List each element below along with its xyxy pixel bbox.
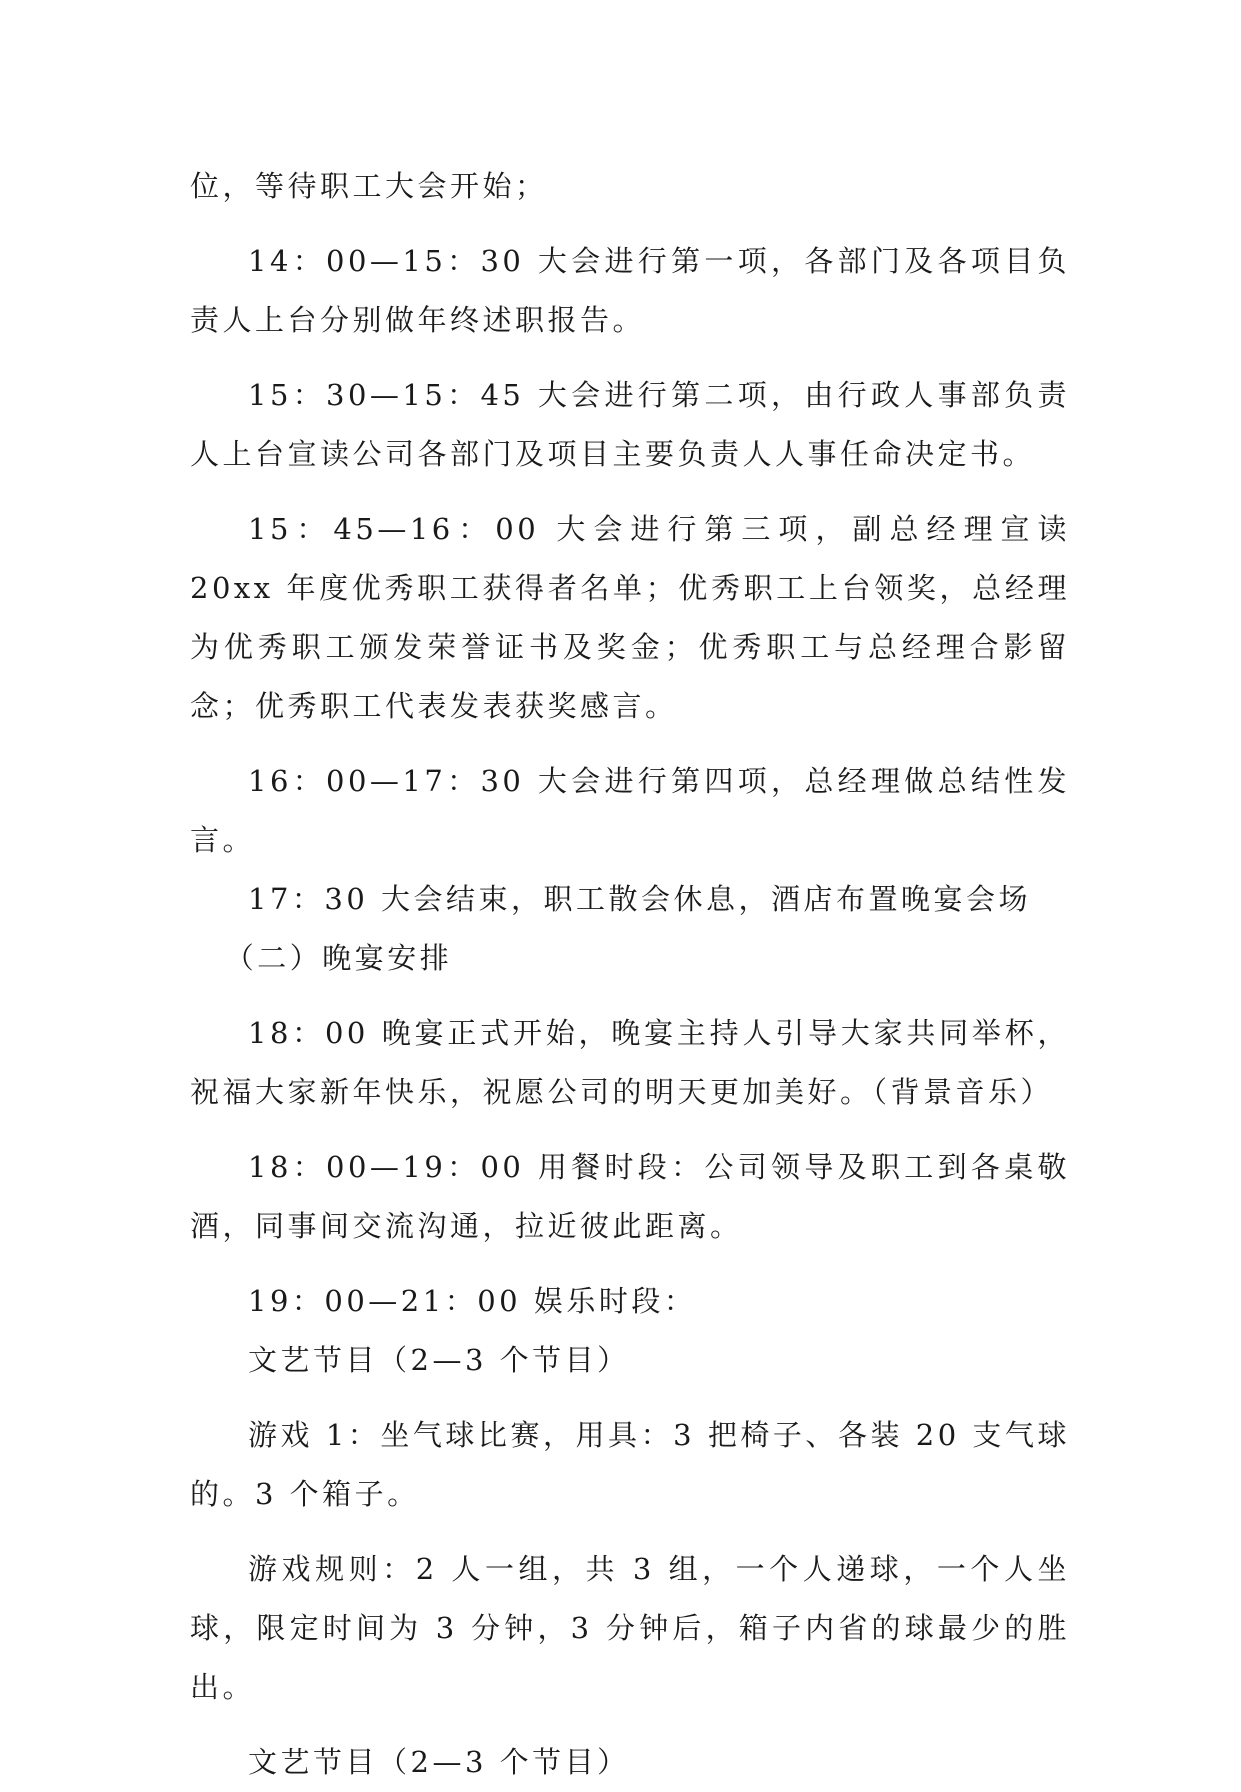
paragraph-agenda-item-2: 15：30—15：45 大会进行第二项，由行政人事部负责人上台宣读公司各部门及项目主要负责人人事任命决定书。 (190, 378, 1070, 471)
paragraph-performances-2: 文艺节目（2—3 个节目） (248, 1745, 630, 1779)
paragraph-entertainment-period: 19：00—21：00 娱乐时段： (248, 1284, 697, 1318)
paragraph-meeting-end: 17：30 大会结束，职工散会休息，酒店布置晚宴会场 (248, 882, 1032, 916)
paragraph-dining-period: 18：00—19：00 用餐时段：公司领导及职工到各桌敬酒，同事间交流沟通，拉近彼此距离。 (190, 1150, 1070, 1243)
document-body (190, 157, 1070, 1792)
section-heading-banquet: （二）晚宴安排 (224, 941, 453, 975)
paragraph-agenda-item-1: 14：00—15：30 大会进行第一项，各部门及各项目负责人上台分别做年终述职报告。 (190, 244, 1070, 337)
paragraph-continuation: 位，等待职工大会开始； (190, 169, 548, 203)
paragraph-game-rules: 游戏规则：2 人一组，共 3 组，一个人递球，一个人坐球，限定时间为 3 分钟，3 分钟后，箱子内省的球最少的胜出。 (190, 1552, 1070, 1704)
paragraph-agenda-item-3: 15：45—16：00 大会进行第三项，副总经理宣读 20xx 年度优秀职工获得者名单；优秀职工上台领奖，总经理为优秀职工颁发荣誉证书及奖金；优秀职工与总经理合影留念；优秀职工代表发表获奖感言。 (190, 512, 1070, 723)
paragraph-agenda-item-4: 16：00—17：30 大会进行第四项，总经理做总结性发言。 (190, 764, 1070, 857)
paragraph-performances-1: 文艺节目（2—3 个节目） (248, 1343, 630, 1377)
paragraph-banquet-start: 18：00 晚宴正式开始，晚宴主持人引导大家共同举杯，祝福大家新年快乐，祝愿公司的明天更加美好。（背景音乐） (190, 1016, 1070, 1109)
paragraph-game-1: 游戏 1：坐气球比赛，用具：3 把椅子、各装 20 支气球的。3 个箱子。 (190, 1418, 1070, 1511)
